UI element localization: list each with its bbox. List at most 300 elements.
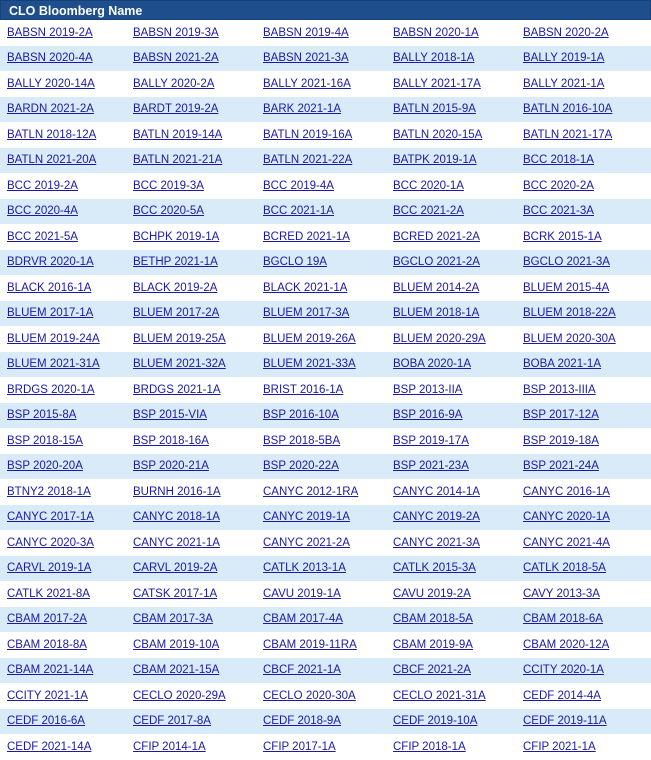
table-cell bbox=[0, 454, 126, 480]
clo-link[interactable]: CBAM 2021-15A bbox=[133, 664, 220, 677]
clo-link[interactable]: CBAM 2019-11RA bbox=[263, 638, 357, 651]
table-row bbox=[0, 428, 651, 454]
table-cell bbox=[126, 454, 256, 480]
clo-link[interactable]: BABSN 2020-2A bbox=[523, 26, 609, 39]
table-cell bbox=[0, 173, 126, 199]
clo-link[interactable]: BALLY 2021-1A bbox=[523, 77, 605, 90]
table-row bbox=[0, 683, 651, 709]
clo-link[interactable]: BARDT 2019-2A bbox=[133, 103, 219, 116]
clo-link[interactable]: BABSN 2020-4A bbox=[7, 52, 93, 65]
clo-link[interactable]: BTNY2 2018-1A bbox=[7, 485, 91, 498]
clo-link[interactable]: CANYC 2021-3A bbox=[393, 536, 480, 549]
table-cell bbox=[256, 428, 386, 454]
table-row bbox=[0, 632, 651, 658]
clo-link[interactable]: CANYC 2017-1A bbox=[7, 511, 94, 524]
clo-link[interactable]: BCRED 2021-2A bbox=[393, 230, 480, 243]
table-cell bbox=[0, 97, 126, 123]
clo-link[interactable]: BETHP 2021-1A bbox=[133, 256, 218, 269]
clo-link[interactable]: CANYC 2018-1A bbox=[133, 511, 220, 524]
clo-link[interactable]: CBAM 2018-5A bbox=[393, 613, 473, 626]
table-cell bbox=[0, 709, 126, 735]
table-cell bbox=[0, 658, 126, 684]
clo-link[interactable]: BATLN 2021-20A bbox=[7, 154, 97, 167]
clo-link[interactable]: BSP 2019-17A bbox=[393, 434, 469, 447]
clo-link[interactable]: BATLN 2020-15A bbox=[393, 128, 483, 141]
table-cell bbox=[386, 581, 516, 607]
table-cell bbox=[516, 530, 651, 556]
table-cell bbox=[0, 683, 126, 709]
table-cell bbox=[516, 709, 651, 735]
table-cell bbox=[386, 505, 516, 531]
table-cell bbox=[0, 224, 126, 250]
table-cell bbox=[126, 250, 256, 276]
clo-link[interactable]: BALLY 2021-17A bbox=[393, 77, 481, 90]
table-cell bbox=[256, 20, 386, 46]
table-cell bbox=[516, 148, 651, 174]
table-cell bbox=[256, 148, 386, 174]
table-cell bbox=[386, 607, 516, 633]
clo-link[interactable]: BLUEM 2019-26A bbox=[263, 332, 356, 345]
table-cell bbox=[386, 556, 516, 582]
table-cell bbox=[0, 403, 126, 429]
clo-link[interactable]: BABSN 2021-3A bbox=[263, 52, 349, 65]
clo-link[interactable]: BCRED 2021-1A bbox=[263, 230, 350, 243]
table-cell bbox=[386, 326, 516, 352]
clo-link[interactable]: CECLO 2021-31A bbox=[393, 689, 486, 702]
table-cell bbox=[126, 199, 256, 225]
clo-link[interactable]: BALLY 2018-1A bbox=[393, 52, 475, 65]
table-row bbox=[0, 71, 651, 97]
table-cell bbox=[256, 173, 386, 199]
table-row bbox=[0, 173, 651, 199]
clo-link[interactable]: CANYC 2014-1A bbox=[393, 485, 480, 498]
table-row bbox=[0, 377, 651, 403]
clo-link[interactable]: CBCF 2021-1A bbox=[263, 664, 341, 677]
clo-link[interactable]: BSP 2013-IIA bbox=[393, 383, 463, 396]
table-cell bbox=[386, 301, 516, 327]
table-cell bbox=[0, 505, 126, 531]
clo-link[interactable]: BGCLO 19A bbox=[263, 256, 327, 269]
table-cell bbox=[126, 683, 256, 709]
clo-link[interactable]: BABSN 2021-2A bbox=[133, 52, 219, 65]
clo-link[interactable]: BCC 2021-3A bbox=[523, 205, 594, 218]
table-cell bbox=[386, 709, 516, 735]
clo-link[interactable]: CANYC 2021-4A bbox=[523, 536, 610, 549]
clo-link[interactable]: CANYC 2020-3A bbox=[7, 536, 94, 549]
table-row bbox=[0, 709, 651, 735]
clo-link[interactable]: CAVU 2019-1A bbox=[263, 587, 341, 600]
table-cell bbox=[256, 530, 386, 556]
table-row bbox=[0, 530, 651, 556]
clo-link[interactable]: BATLN 2016-10A bbox=[523, 103, 613, 116]
clo-link[interactable]: CECLO 2020-29A bbox=[133, 689, 226, 702]
table-cell bbox=[126, 148, 256, 174]
clo-link[interactable]: BDRVR 2020-1A bbox=[7, 256, 94, 269]
clo-link[interactable]: BATLN 2015-9A bbox=[393, 103, 476, 116]
clo-link[interactable]: BSP 2016-10A bbox=[263, 409, 339, 422]
table-cell bbox=[386, 173, 516, 199]
clo-link[interactable]: CBAM 2020-12A bbox=[523, 638, 610, 651]
table-cell bbox=[0, 20, 126, 46]
table-cell bbox=[0, 148, 126, 174]
clo-link[interactable]: BLUEM 2021-31A bbox=[7, 358, 100, 371]
clo-link[interactable]: CEDF 2019-11A bbox=[523, 715, 607, 728]
table-cell bbox=[516, 454, 651, 480]
clo-link[interactable]: BLUEM 2018-1A bbox=[393, 307, 480, 320]
clo-link[interactable]: BSP 2013-IIIA bbox=[523, 383, 596, 396]
table-cell bbox=[516, 683, 651, 709]
clo-link[interactable]: BSP 2021-24A bbox=[523, 460, 599, 473]
clo-link[interactable]: BSP 2019-18A bbox=[523, 434, 599, 447]
table-cell bbox=[256, 683, 386, 709]
clo-link[interactable]: CANYC 2019-2A bbox=[393, 511, 480, 524]
table-cell bbox=[386, 46, 516, 72]
clo-link[interactable]: CANYC 2012-1RA bbox=[263, 485, 359, 498]
table-cell bbox=[516, 352, 651, 378]
table-cell bbox=[516, 734, 651, 760]
table-cell bbox=[126, 275, 256, 301]
table-cell bbox=[256, 632, 386, 658]
clo-link[interactable]: BLACK 2016-1A bbox=[7, 281, 92, 294]
table-row bbox=[0, 658, 651, 684]
clo-link[interactable]: CAVU 2019-2A bbox=[393, 587, 471, 600]
table-cell bbox=[126, 556, 256, 582]
table-cell bbox=[256, 199, 386, 225]
clo-link[interactable]: BURNH 2016-1A bbox=[133, 485, 221, 498]
clo-link[interactable]: CBAM 2017-4A bbox=[263, 613, 343, 626]
clo-table-body bbox=[0, 20, 651, 760]
clo-link[interactable]: CEDF 2019-10A bbox=[393, 715, 478, 728]
table-cell bbox=[256, 97, 386, 123]
clo-link[interactable]: BABSN 2020-1A bbox=[393, 26, 479, 39]
table-row bbox=[0, 556, 651, 582]
clo-link[interactable]: BLUEM 2021-32A bbox=[133, 358, 226, 371]
clo-link[interactable]: BALLY 2020-2A bbox=[133, 77, 215, 90]
clo-link[interactable]: CBAM 2019-10A bbox=[133, 638, 220, 651]
table-cell bbox=[516, 556, 651, 582]
clo-link[interactable]: BABSN 2019-3A bbox=[133, 26, 219, 39]
table-cell bbox=[386, 734, 516, 760]
clo-link[interactable]: CCITY 2021-1A bbox=[7, 689, 88, 702]
table-cell bbox=[126, 97, 256, 123]
clo-link[interactable]: CCITY 2020-1A bbox=[523, 664, 604, 677]
table-cell bbox=[256, 454, 386, 480]
table-row bbox=[0, 301, 651, 327]
table-cell bbox=[386, 352, 516, 378]
clo-link[interactable]: BCC 2019-2A bbox=[7, 179, 78, 192]
clo-link[interactable]: CAVY 2013-3A bbox=[523, 587, 600, 600]
table-cell bbox=[256, 352, 386, 378]
clo-link[interactable]: CFIP 2021-1A bbox=[523, 740, 596, 753]
table-row bbox=[0, 581, 651, 607]
clo-link[interactable]: BARK 2021-1A bbox=[263, 103, 341, 116]
clo-link[interactable]: BCC 2018-1A bbox=[523, 154, 594, 167]
table-cell bbox=[516, 122, 651, 148]
clo-link[interactable]: BLACK 2019-2A bbox=[133, 281, 218, 294]
table-row bbox=[0, 734, 651, 760]
clo-link[interactable]: BLUEM 2019-24A bbox=[7, 332, 100, 345]
table-cell bbox=[516, 377, 651, 403]
clo-link[interactable]: BCC 2019-4A bbox=[263, 179, 334, 192]
table-cell bbox=[126, 505, 256, 531]
table-cell bbox=[0, 607, 126, 633]
clo-link[interactable]: BLUEM 2021-33A bbox=[263, 358, 356, 371]
clo-link[interactable]: BRDGS 2020-1A bbox=[7, 383, 95, 396]
clo-link[interactable]: CANYC 2021-2A bbox=[263, 536, 350, 549]
clo-link[interactable]: CBAM 2018-8A bbox=[7, 638, 87, 651]
clo-link[interactable]: BCC 2020-4A bbox=[7, 205, 78, 218]
table-cell bbox=[126, 403, 256, 429]
table-cell bbox=[386, 148, 516, 174]
table-row bbox=[0, 97, 651, 123]
table-cell bbox=[0, 352, 126, 378]
clo-link[interactable]: BOBA 2021-1A bbox=[523, 358, 601, 371]
table-cell bbox=[0, 556, 126, 582]
table-cell bbox=[126, 326, 256, 352]
clo-link[interactable]: BOBA 2020-1A bbox=[393, 358, 471, 371]
clo-link[interactable]: BCC 2020-1A bbox=[393, 179, 464, 192]
clo-link[interactable]: BARDN 2021-2A bbox=[7, 103, 94, 116]
table-cell bbox=[126, 301, 256, 327]
table-cell bbox=[386, 377, 516, 403]
table-cell bbox=[256, 403, 386, 429]
clo-link[interactable]: BGCLO 2021-2A bbox=[393, 256, 480, 269]
clo-link[interactable]: CFIP 2017-1A bbox=[263, 740, 336, 753]
table-cell bbox=[386, 97, 516, 123]
clo-link[interactable]: BLACK 2021-1A bbox=[263, 281, 348, 294]
clo-link[interactable]: CBCF 2021-2A bbox=[393, 664, 471, 677]
clo-link[interactable]: BSP 2020-20A bbox=[7, 460, 83, 473]
table-cell bbox=[516, 173, 651, 199]
clo-link[interactable]: BLUEM 2017-1A bbox=[7, 307, 94, 320]
table-cell bbox=[126, 479, 256, 505]
clo-link[interactable]: BLUEM 2020-30A bbox=[523, 332, 616, 345]
table-cell bbox=[256, 581, 386, 607]
table-cell bbox=[386, 658, 516, 684]
table-cell bbox=[256, 224, 386, 250]
table-row bbox=[0, 505, 651, 531]
table-row bbox=[0, 403, 651, 429]
table-cell bbox=[386, 428, 516, 454]
clo-link[interactable]: BATLN 2019-16A bbox=[263, 128, 353, 141]
clo-link[interactable]: BSP 2015-VIA bbox=[133, 409, 207, 422]
clo-link[interactable]: CARVL 2019-2A bbox=[133, 562, 218, 575]
table-cell bbox=[516, 275, 651, 301]
clo-link[interactable]: BSP 2015-8A bbox=[7, 409, 77, 422]
clo-link[interactable]: BCC 2020-5A bbox=[133, 205, 204, 218]
clo-link[interactable]: CBAM 2019-9A bbox=[393, 638, 473, 651]
clo-link[interactable]: CATLK 2013-1A bbox=[263, 562, 346, 575]
table-cell bbox=[126, 581, 256, 607]
table-cell bbox=[0, 275, 126, 301]
table-cell bbox=[0, 734, 126, 760]
table-cell bbox=[386, 275, 516, 301]
clo-link[interactable]: BSP 2018-15A bbox=[7, 434, 83, 447]
clo-link[interactable]: BSP 2018-16A bbox=[133, 434, 209, 447]
table-cell bbox=[0, 46, 126, 72]
clo-link[interactable]: CANYC 2019-1A bbox=[263, 511, 350, 524]
clo-link[interactable]: CANYC 2020-1A bbox=[523, 511, 610, 524]
table-cell bbox=[386, 403, 516, 429]
clo-link[interactable]: BATLN 2019-14A bbox=[133, 128, 223, 141]
table-row bbox=[0, 454, 651, 480]
table-cell bbox=[386, 71, 516, 97]
table-row bbox=[0, 352, 651, 378]
clo-link[interactable]: BATLN 2018-12A bbox=[7, 128, 97, 141]
table-row bbox=[0, 20, 651, 46]
table-cell bbox=[386, 632, 516, 658]
table-cell bbox=[256, 71, 386, 97]
clo-link[interactable]: BATPK 2019-1A bbox=[393, 154, 477, 167]
table-cell bbox=[126, 658, 256, 684]
table-cell bbox=[256, 556, 386, 582]
clo-link[interactable]: CBAM 2017-2A bbox=[7, 613, 87, 626]
clo-link[interactable]: CEDF 2016-6A bbox=[7, 715, 85, 728]
table-cell bbox=[386, 224, 516, 250]
table-cell bbox=[126, 352, 256, 378]
clo-link[interactable]: BATLN 2021-22A bbox=[263, 154, 353, 167]
table-cell bbox=[516, 250, 651, 276]
table-row bbox=[0, 479, 651, 505]
table-cell bbox=[126, 224, 256, 250]
table-cell bbox=[0, 581, 126, 607]
clo-link[interactable]: BABSN 2019-2A bbox=[7, 26, 93, 39]
table-row bbox=[0, 326, 651, 352]
table-cell bbox=[0, 199, 126, 225]
clo-link[interactable]: BALLY 2019-1A bbox=[523, 52, 605, 65]
clo-link[interactable]: BCC 2021-2A bbox=[393, 205, 464, 218]
clo-link[interactable]: BCC 2019-3A bbox=[133, 179, 204, 192]
table-cell bbox=[256, 377, 386, 403]
table-cell bbox=[516, 199, 651, 225]
clo-link[interactable]: CARVL 2019-1A bbox=[7, 562, 92, 575]
clo-link[interactable]: CATSK 2017-1A bbox=[133, 587, 218, 600]
table-cell bbox=[516, 632, 651, 658]
table-cell bbox=[126, 377, 256, 403]
clo-link[interactable]: CEDF 2018-9A bbox=[263, 715, 341, 728]
table-cell bbox=[516, 46, 651, 72]
table-cell bbox=[0, 250, 126, 276]
table-cell bbox=[256, 607, 386, 633]
table-cell bbox=[0, 71, 126, 97]
table-cell bbox=[126, 20, 256, 46]
table-cell bbox=[256, 734, 386, 760]
table-cell bbox=[126, 530, 256, 556]
table-cell bbox=[256, 326, 386, 352]
clo-link[interactable]: CEDF 2014-4A bbox=[523, 689, 601, 702]
table-row bbox=[0, 122, 651, 148]
table-cell bbox=[386, 199, 516, 225]
table-cell bbox=[516, 97, 651, 123]
table-cell bbox=[126, 122, 256, 148]
clo-link[interactable]: BCRK 2015-1A bbox=[523, 230, 602, 243]
table-cell bbox=[386, 122, 516, 148]
clo-link[interactable]: CEDF 2017-8A bbox=[133, 715, 211, 728]
table-cell bbox=[516, 301, 651, 327]
clo-link[interactable]: BCC 2021-5A bbox=[7, 230, 78, 243]
clo-link[interactable]: BLUEM 2019-25A bbox=[133, 332, 226, 345]
table-cell bbox=[516, 20, 651, 46]
table-cell bbox=[256, 709, 386, 735]
clo-link[interactable]: CBAM 2017-3A bbox=[133, 613, 213, 626]
clo-link[interactable]: BATLN 2021-17A bbox=[523, 128, 613, 141]
clo-link[interactable]: CEDF 2021-14A bbox=[7, 740, 92, 753]
clo-link[interactable]: CBAM 2021-14A bbox=[7, 664, 94, 677]
clo-link[interactable]: BABSN 2019-4A bbox=[263, 26, 349, 39]
table-cell bbox=[386, 479, 516, 505]
table-cell bbox=[256, 275, 386, 301]
clo-link[interactable]: BLUEM 2020-29A bbox=[393, 332, 486, 345]
clo-link[interactable]: BLUEM 2017-2A bbox=[133, 307, 220, 320]
clo-link[interactable]: BRDGS 2021-1A bbox=[133, 383, 221, 396]
table-cell bbox=[126, 46, 256, 72]
table-cell bbox=[126, 607, 256, 633]
clo-link[interactable]: BSP 2021-23A bbox=[393, 460, 469, 473]
clo-link[interactable]: CANYC 2021-1A bbox=[133, 536, 220, 549]
table-cell bbox=[0, 479, 126, 505]
clo-link[interactable]: BSP 2020-22A bbox=[263, 460, 339, 473]
clo-link[interactable]: BLUEM 2018-22A bbox=[523, 307, 616, 320]
table-cell bbox=[516, 428, 651, 454]
clo-link[interactable]: CATLK 2015-3A bbox=[393, 562, 476, 575]
clo-link[interactable]: BSP 2017-12A bbox=[523, 409, 599, 422]
table-cell bbox=[516, 505, 651, 531]
clo-link[interactable]: CECLO 2020-30A bbox=[263, 689, 356, 702]
table-cell bbox=[126, 173, 256, 199]
clo-link[interactable]: BSP 2018-5BA bbox=[263, 434, 341, 447]
clo-link[interactable]: CANYC 2016-1A bbox=[523, 485, 610, 498]
table-cell bbox=[386, 683, 516, 709]
clo-link[interactable]: BCC 2020-2A bbox=[523, 179, 594, 192]
clo-link[interactable]: BSP 2020-21A bbox=[133, 460, 209, 473]
table-cell bbox=[516, 607, 651, 633]
table-cell bbox=[256, 479, 386, 505]
table-header bbox=[0, 0, 651, 20]
clo-link[interactable]: BSP 2016-9A bbox=[393, 409, 463, 422]
clo-link[interactable]: BATLN 2021-21A bbox=[133, 154, 223, 167]
clo-table bbox=[0, 20, 651, 760]
clo-link[interactable]: BLUEM 2014-2A bbox=[393, 281, 480, 294]
clo-link[interactable]: BALLY 2020-14A bbox=[7, 77, 95, 90]
table-cell bbox=[256, 250, 386, 276]
table-cell bbox=[516, 581, 651, 607]
clo-link[interactable]: BRIST 2016-1A bbox=[263, 383, 344, 396]
clo-link[interactable]: CFIP 2018-1A bbox=[393, 740, 466, 753]
clo-link[interactable]: BCHPK 2019-1A bbox=[133, 230, 220, 243]
table-cell bbox=[516, 326, 651, 352]
table-cell bbox=[386, 530, 516, 556]
clo-link[interactable]: CBAM 2018-6A bbox=[523, 613, 603, 626]
clo-link[interactable]: BCC 2021-1A bbox=[263, 205, 334, 218]
clo-link[interactable]: BLUEM 2017-3A bbox=[263, 307, 350, 320]
clo-link[interactable]: BGCLO 2021-3A bbox=[523, 256, 610, 269]
clo-link[interactable]: CATLK 2021-8A bbox=[7, 587, 90, 600]
table-cell bbox=[0, 326, 126, 352]
table-row bbox=[0, 46, 651, 72]
table-row bbox=[0, 250, 651, 276]
table-cell bbox=[516, 71, 651, 97]
clo-link[interactable]: BALLY 2021-16A bbox=[263, 77, 351, 90]
clo-link[interactable]: BLUEM 2015-4A bbox=[523, 281, 610, 294]
table-cell bbox=[0, 377, 126, 403]
table-cell bbox=[256, 658, 386, 684]
table-row bbox=[0, 275, 651, 301]
table-cell bbox=[126, 71, 256, 97]
table-cell bbox=[386, 454, 516, 480]
clo-link[interactable]: CATLK 2018-5A bbox=[523, 562, 606, 575]
table-header-title: CLO Bloomberg Name bbox=[9, 4, 143, 18]
clo-link[interactable]: CFIP 2014-1A bbox=[133, 740, 206, 753]
